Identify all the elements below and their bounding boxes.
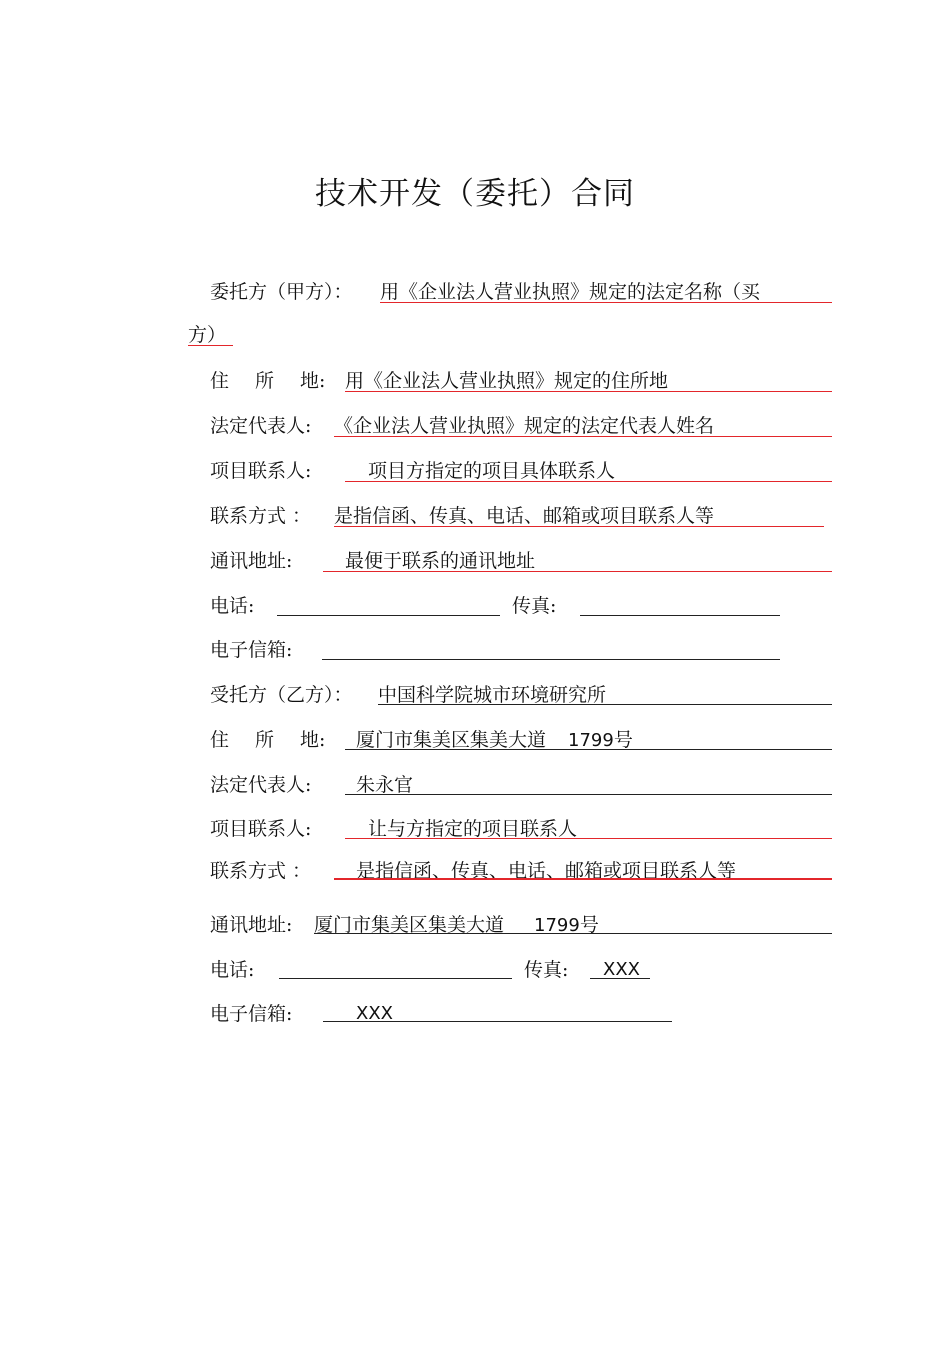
party-b-legal-rep-underline (345, 794, 832, 795)
party-a-legal-rep-label: 法定代表人: (210, 415, 312, 437)
party-a-contact-person-underline (345, 481, 832, 482)
party-b-contact-method-underline (334, 878, 832, 880)
party-b-mail-address: 厦门市集美区集美大道 1799号 (314, 914, 599, 936)
party-b-phone-underline (279, 978, 512, 979)
party-b-email-label: 电子信箱: (210, 1003, 293, 1025)
party-b-email: XXX (356, 1003, 393, 1024)
party-b-fax: XXX (603, 959, 640, 980)
party-b-contact-person-label: 项目联系人: (210, 818, 312, 840)
party-b-fax-label: 传真: (524, 959, 569, 981)
party-b-address-label: 住 所 地: (210, 729, 326, 751)
party-a-contact-method-underline (334, 526, 824, 527)
party-b-legal-rep-label: 法定代表人: (210, 774, 312, 796)
party-b-contact-person: 让与方指定的项目联系人 (368, 818, 578, 840)
party-b-mail-address-label: 通讯地址: (210, 914, 293, 936)
party-b-fax-underline (590, 978, 650, 979)
party-a-phone-underline (277, 615, 500, 616)
party-b-contact-method-label: 联系方式 ： (210, 860, 312, 882)
party-a-address: 用《企业法人营业执照》规定的住所地 (345, 370, 669, 392)
party-b-name-underline (378, 704, 832, 705)
party-a-legal-rep: 《企业法人营业执照》规定的法定代表人姓名 (334, 415, 715, 437)
party-a-contact-method: 是指信函、传真、电话、邮箱或项目联系人等 (334, 505, 715, 527)
party-a-contact-method-label: 联系方式 ： (210, 505, 312, 527)
party-a-name-line1: 用《企业法人营业执照》规定的法定名称（买 (380, 281, 761, 303)
party-a-contact-person: 项目方指定的项目具体联系人 (368, 460, 616, 482)
party-a-address-label: 住 所 地: (210, 370, 326, 392)
party-a-mail-address: 最便于联系的通讯地址 (345, 550, 536, 572)
document-title: 技术开发（委托）合同 (315, 176, 635, 212)
party-b-mail-address-underline (314, 933, 832, 934)
party-a-email-label: 电子信箱: (210, 639, 293, 661)
party-a-contact-person-label: 项目联系人: (210, 460, 312, 482)
party-a-mail-address-label: 通讯地址: (210, 550, 293, 572)
party-a-email-underline (322, 659, 780, 660)
party-b-phone-label: 电话: (210, 959, 255, 981)
party-a-fax-label: 传真: (512, 595, 557, 617)
party-a-name-underline-2 (188, 345, 233, 346)
party-a-address-underline (345, 391, 832, 392)
party-b-label: 受托方（乙方）： (210, 684, 353, 706)
party-a-name-underline (380, 302, 832, 303)
party-b-address-underline (345, 749, 832, 750)
party-a-mail-address-underline (323, 571, 832, 572)
party-b-contact-person-underline (345, 838, 832, 839)
party-a-label: 委托方（甲方）： (210, 281, 353, 303)
party-b-name: 中国科学院城市环境研究所 (378, 684, 607, 706)
party-b-address: 厦门市集美区集美大道 1799号 (356, 729, 633, 751)
party-b-legal-rep: 朱永官 (356, 774, 414, 796)
party-a-legal-rep-underline (334, 436, 832, 437)
party-a-name-line2: 方） (188, 324, 227, 346)
party-b-contact-method: 是指信函、传真、电话、邮箱或项目联系人等 (356, 860, 737, 882)
party-a-fax-underline (580, 615, 780, 616)
party-b-email-underline (323, 1021, 672, 1022)
party-a-phone-label: 电话: (210, 595, 255, 617)
